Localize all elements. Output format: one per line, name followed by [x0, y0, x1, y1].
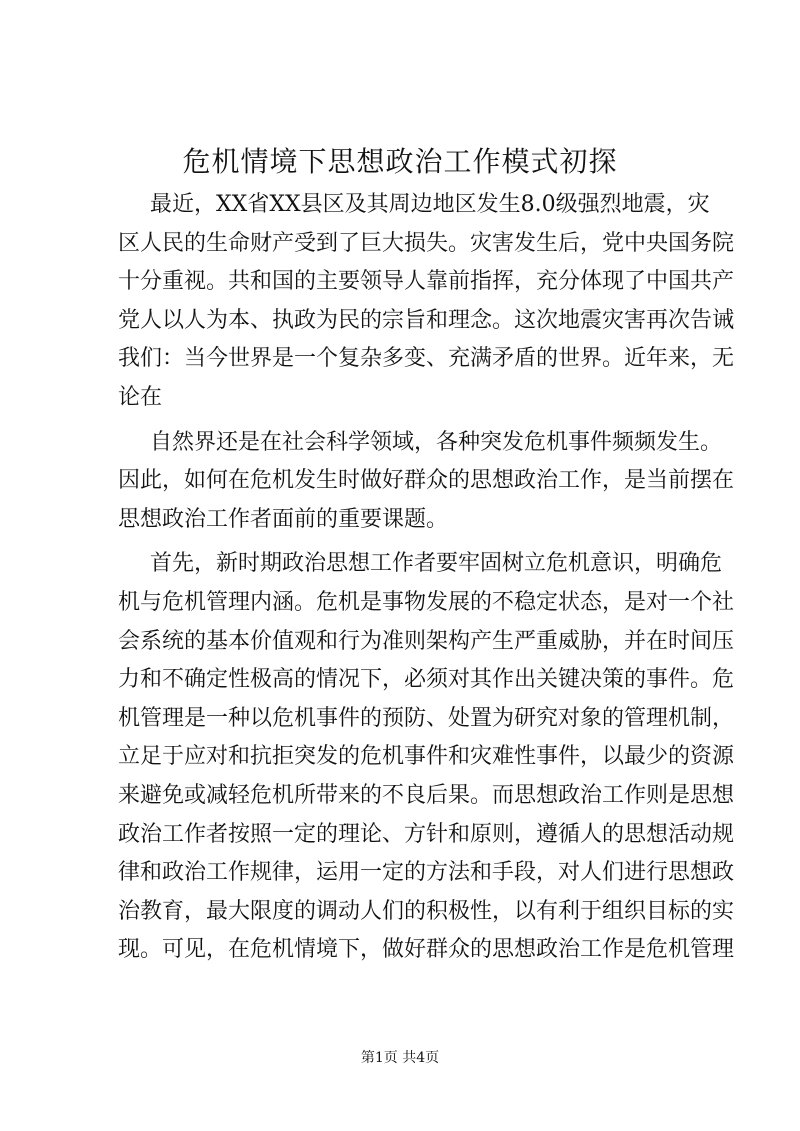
paragraph-line: 律和政治工作规律，运用一定的方法和手段，对人们进行思想政: [118, 860, 735, 886]
paragraph-line: 力和不确定性极高的情况下，必须对其作出关键决策的事件。危: [118, 667, 735, 693]
paragraph-line: 思想政治工作者面前的重要课题。: [118, 506, 449, 532]
paragraph-line: 治教育，最大限度的调动人们的积极性，以有利于组织目标的实: [118, 898, 735, 924]
paragraph-line: 立足于应对和抗拒突发的危机事件和灾难性事件，以最少的资源: [118, 744, 735, 770]
paragraph-line: 论在: [118, 384, 163, 410]
paragraph-line: 自然界还是在社会科学领域，各种突发危机事件频频发生。: [150, 429, 723, 455]
paragraph-line: 政治工作者按照一定的理论、方针和原则，遵循人的思想活动规: [118, 821, 735, 847]
paragraph-2: [118, 424, 735, 540]
paragraph-line: 会系统的基本价值观和行为准则架构产生严重威胁，并在时间压: [118, 628, 735, 654]
paragraph-1: [118, 186, 735, 418]
paragraph-line: 现。可见，在危机情境下，做好群众的思想政治工作是危机管理: [118, 937, 735, 963]
paragraph-line: 我们：当今世界是一个复杂多变、充满矛盾的世界。近年来，无: [118, 346, 735, 372]
paragraph-3: [118, 545, 735, 970]
paragraph-line: 机管理是一种以危机事件的预防、处置为研究对象的管理机制，: [118, 705, 735, 731]
paragraph-line: 因此，如何在危机发生时做好群众的思想政治工作，是当前摆在: [118, 468, 735, 494]
paragraph-line: 机与危机管理内涵。危机是事物发展的不稳定状态，是对一个社: [118, 589, 735, 615]
document-body: [118, 186, 735, 970]
page-number-footer: 第1页 共4页: [360, 1050, 440, 1066]
paragraph-line: 首先，新时期政治思想工作者要牢固树立危机意识，明确危: [150, 551, 723, 577]
document-title: 危机情境下思想政治工作模式初探: [182, 145, 618, 178]
paragraph-line: 来避免或减轻危机所带来的不良后果。而思想政治工作则是思想: [118, 782, 735, 808]
paragraph-line: 区人民的生命财产受到了巨大损失。灾害发生后，党中央国务院: [118, 230, 735, 256]
paragraph-line: 最近，XX省XX县区及其周边地区发生8.0级强烈地震，灾: [150, 192, 710, 217]
paragraph-line: 党人以人为本、执政为民的宗旨和理念。这次地震灾害再次告诫: [118, 307, 735, 333]
paragraph-line: 十分重视。共和国的主要领导人靠前指挥，充分体现了中国共产: [118, 269, 735, 295]
